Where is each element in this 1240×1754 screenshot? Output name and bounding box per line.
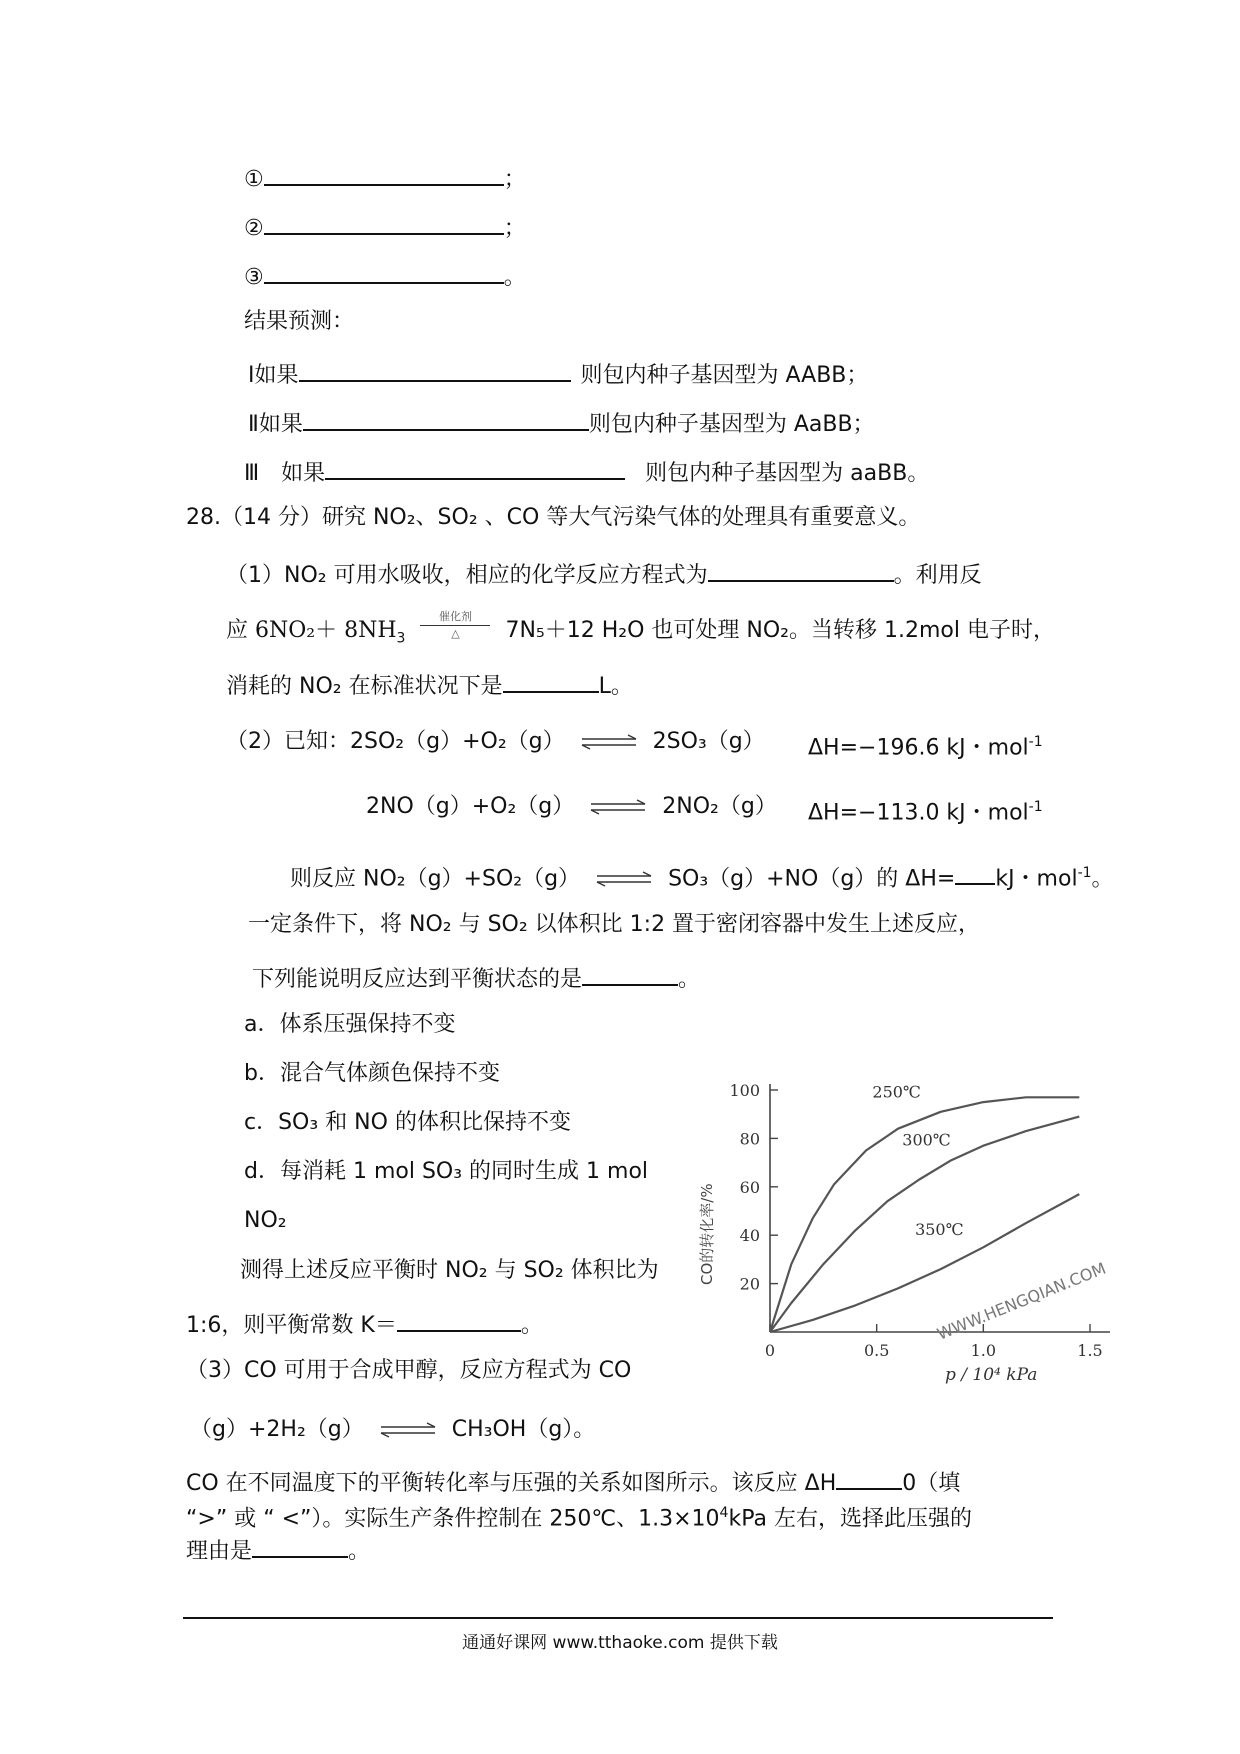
- prediction-2: [248, 405, 875, 440]
- q28-part2-ratio: 测得上述反应平衡时 NO₂ 与 SO₂ 体积比为: [240, 1258, 659, 1283]
- target-reaction-right: SO₃（g）+NO（g）的 ΔH=: [668, 866, 956, 892]
- part3-reason-end: 。: [348, 1539, 371, 1564]
- q28-part2-blank-k[interactable]: [397, 1306, 521, 1332]
- nh3-subscript: 3: [396, 630, 406, 647]
- eq1-right: 2SO₃（g）: [652, 729, 765, 754]
- q28-part2-question: [252, 960, 700, 995]
- prediction-3-pre: Ⅲ 如果: [244, 461, 326, 486]
- step-3-end: 。: [503, 265, 526, 290]
- equilibrium-arrow-icon: [580, 734, 638, 750]
- part3-dh-text: CO 在不同温度下的平衡转化率与压强的关系如图所示。该反应 ΔH: [186, 1471, 837, 1496]
- q28-part1-reaction-right: 7N₅＋12 H₂O 也可处理 NO₂。当转移 1.2mol 电子时，: [505, 618, 1055, 643]
- q28-part3-line1: （3）CO 可用于合成甲醇，反应方程式为 CO: [186, 1358, 632, 1383]
- q28-part1-blank-volume[interactable]: [503, 667, 599, 693]
- eq2-dh-exponent: -1: [1028, 799, 1043, 815]
- footer-divider: [183, 1617, 1053, 1619]
- option-d-line2: NO₂: [244, 1208, 287, 1233]
- watermark-text: WWW.HENGQIAN.COM: [934, 1258, 1109, 1344]
- eq2-left: 2NO（g）+O₂（g）: [366, 794, 575, 819]
- eq1-dh-exponent: -1: [1028, 734, 1043, 750]
- q28-part1-line1: [226, 556, 982, 591]
- q28-part2-constant: [186, 1306, 543, 1341]
- q28-part3-line3: [186, 1498, 972, 1534]
- q28-part2-blank-choice[interactable]: [582, 960, 678, 986]
- series-label-3: 350℃: [915, 1220, 964, 1240]
- q28-part1-text: （1）NO₂ 可用水吸收，相应的化学反应方程式为: [226, 563, 708, 588]
- q28-part1-line2: [226, 609, 1055, 653]
- q28-part1-volume-text: 消耗的 NO₂ 在标准状况下是: [226, 674, 503, 699]
- q28-part1-blank-equation[interactable]: [708, 556, 894, 582]
- option-c: c．SO₃ 和 NO 的体积比保持不变: [244, 1110, 571, 1135]
- equilibrium-arrow-icon: [379, 1422, 437, 1438]
- q28-eq1: [226, 727, 765, 757]
- q28-part3-blank-reason[interactable]: [252, 1532, 348, 1558]
- target-reaction-end: 。: [1091, 866, 1114, 892]
- q28-part1-reaction-left: 应 6NO₂＋ 8NH: [226, 618, 397, 643]
- q28-part3-reaction: [190, 1415, 595, 1445]
- part3-conditions-tail: kPa 左右，选择此压强的: [728, 1506, 972, 1532]
- y-tick-label: 100: [729, 1081, 760, 1100]
- prediction-2-post: 则包内种子基因型为 AaBB；: [588, 412, 875, 437]
- series-label-2: 300℃: [902, 1130, 951, 1150]
- q28-part2-target-reaction: [290, 858, 1114, 894]
- y-tick-label: 80: [739, 1129, 760, 1149]
- eq2-enthalpy: [808, 792, 1043, 828]
- reaction-arrow-line: [420, 625, 490, 626]
- x-axis-label: p / 10⁴ kPa: [945, 1365, 1038, 1385]
- equilibrium-question-text: 下列能说明反应达到平衡状态的是: [252, 967, 583, 992]
- equilibrium-arrow-icon: [595, 871, 653, 887]
- q28-part2-prefix: （2）已知：: [226, 729, 350, 754]
- step-2-blank[interactable]: [264, 209, 504, 235]
- eq1-left: 2SO₂（g）+O₂（g）: [350, 729, 565, 754]
- part3-conditions-text: “>” 或 “ <”）。实际生产条件控制在 250℃、1.3×10: [186, 1506, 720, 1532]
- y-tick-label: 20: [739, 1274, 760, 1294]
- q28-part1-volume-unit: L。: [598, 674, 633, 699]
- prediction-3: [244, 454, 929, 489]
- heat-label: △: [451, 626, 460, 640]
- step-1-blank[interactable]: [264, 160, 504, 186]
- x-tick-label: 0: [764, 1341, 776, 1360]
- q28-title: 28.（14 分）研究 NO₂、SO₂ 、CO 等大气污染气体的处理具有重要意义。: [186, 505, 921, 530]
- prediction-1: [248, 356, 868, 391]
- q28-eq2: [366, 792, 777, 822]
- eq2-dh-value: ΔH=−113.0 kJ・mol: [808, 800, 1029, 826]
- prediction-2-pre: Ⅱ如果: [248, 412, 303, 437]
- prediction-1-pre: Ⅰ如果: [248, 363, 299, 388]
- step-3-number: ③: [244, 265, 264, 290]
- dh-unit-exponent: -1: [1077, 865, 1092, 881]
- prediction-3-blank[interactable]: [325, 454, 625, 480]
- prediction-2-blank[interactable]: [303, 405, 589, 431]
- prediction-1-blank[interactable]: [299, 356, 571, 382]
- q28-part3-line4: [186, 1532, 370, 1567]
- step-1-number: ①: [244, 167, 264, 192]
- prediction-1-post: 则包内种子基因型为 AABB；: [580, 363, 869, 388]
- step-3-blank[interactable]: [264, 258, 504, 284]
- y-tick-label: 60: [739, 1177, 760, 1197]
- catalyst-arrow: [420, 611, 490, 640]
- x-tick-label: 0.5: [863, 1341, 890, 1360]
- methanol-reaction-right: CH₃OH（g）。: [451, 1417, 596, 1442]
- q28-part1-tail: 。利用反: [893, 563, 982, 588]
- dh-unit: kJ・mol: [995, 866, 1078, 892]
- q28-part2-blank-dh[interactable]: [955, 859, 995, 885]
- prediction-3-post: 则包内种子基因型为 aaBB。: [645, 461, 930, 486]
- co-conversion-chart: [690, 1070, 1130, 1390]
- prediction-title: 结果预测：: [244, 309, 355, 334]
- chart-plot-area: [729, 1081, 1110, 1360]
- constant-end: 。: [520, 1313, 543, 1338]
- step-1-end: ；: [503, 167, 526, 192]
- x-tick-label: 1.0: [970, 1341, 997, 1360]
- q28-part3-line2: [186, 1464, 960, 1499]
- y-tick-label: 40: [739, 1226, 760, 1246]
- step-2-end: ；: [503, 216, 526, 241]
- pressure-exponent: 4: [719, 1505, 729, 1521]
- eq1-dh-value: ΔH=−196.6 kJ・mol: [808, 735, 1029, 761]
- q28-part3-blank-dh[interactable]: [836, 1464, 902, 1490]
- constant-text: 1:6，则平衡常数 K＝: [186, 1313, 397, 1338]
- part3-reason-text: 理由是: [186, 1539, 253, 1564]
- eq1-enthalpy: [808, 727, 1043, 763]
- part3-dh-tail: 0（填: [902, 1471, 961, 1496]
- series-line-3: [770, 1194, 1079, 1332]
- series-label-1: 250℃: [872, 1082, 921, 1102]
- step-1-line: [244, 160, 526, 195]
- option-b: b．混合气体颜色保持不变: [244, 1061, 500, 1086]
- option-a: a．体系压强保持不变: [244, 1012, 456, 1037]
- y-axis-label: CO的转化率/%: [698, 1183, 716, 1285]
- catalyst-label: 催化剂: [438, 609, 472, 623]
- q28-part2-condition: 一定条件下，将 NO₂ 与 SO₂ 以体积比 1:2 置于密闭容器中发生上述反应，: [248, 912, 981, 937]
- step-3-line: [244, 258, 526, 293]
- x-tick-label: 1.5: [1077, 1341, 1103, 1360]
- page-footer: 通通好课网 www.tthaoke.com 提供下载: [462, 1633, 778, 1653]
- step-2-number: ②: [244, 216, 264, 241]
- step-2-line: [244, 209, 526, 244]
- eq2-right: 2NO₂（g）: [662, 794, 777, 819]
- option-d-line1: d．每消耗 1 mol SO₃ 的同时生成 1 mol: [244, 1159, 649, 1184]
- methanol-reaction-left: （g）+2H₂（g）: [190, 1417, 364, 1442]
- equilibrium-arrow-icon: [589, 799, 647, 815]
- target-reaction-left: 则反应 NO₂（g）+SO₂（g）: [290, 866, 581, 892]
- q28-part1-line3: [226, 667, 633, 702]
- equilibrium-question-end: 。: [678, 967, 701, 992]
